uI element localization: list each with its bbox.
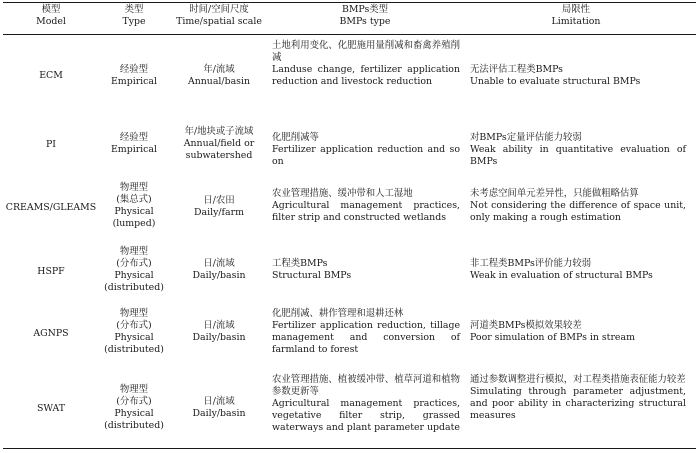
scale-en-1: Annual/field or — [183, 138, 255, 149]
model-cell — [3, 266, 99, 278]
model-cell — [3, 139, 99, 151]
scale-cell — [169, 195, 269, 219]
limitation-en: Poor simulation of BMPs in stream — [470, 332, 635, 343]
type-zh: 物理型 — [119, 182, 149, 193]
bottom-rule — [3, 448, 696, 449]
type-zh: 物理型 — [119, 308, 149, 319]
bmps-en: Structural BMPs — [272, 270, 352, 281]
type-zh: 物理型 — [119, 384, 149, 395]
scale-cell — [169, 126, 269, 162]
bmps-cell — [272, 258, 460, 282]
bmps-en: Agricultural management practices, vegetative filter strip, grassed waterways and plant parameter update — [272, 398, 460, 433]
scale-zh: 年/地块或子流域 — [184, 126, 254, 137]
type-en-sub: (lumped) — [112, 218, 156, 229]
header-model-zh: 模型 — [41, 4, 61, 15]
type-zh-sub: (分布式) — [116, 320, 152, 331]
type-cell — [99, 308, 169, 356]
bmps-zh: 农业管理措施、缓冲带和人工湿地 — [272, 188, 413, 199]
limitation-en: Simulating through parameter adjustment, and poor ability in characterizing structural measures — [470, 386, 686, 421]
header-bmps-type — [270, 4, 460, 28]
model-cell — [3, 328, 99, 340]
type-zh-sub: (分布式) — [116, 396, 152, 407]
bmps-zh: 工程类BMPs — [272, 258, 328, 269]
scale-cell — [169, 396, 269, 420]
bmps-en: Landuse change, fertilizer application reduction and livestock reduction — [272, 64, 460, 87]
bmps-zh: 化肥削减等 — [272, 132, 319, 143]
model-name: HSPF — [37, 266, 65, 277]
header-scale-en: Time/spatial scale — [176, 16, 262, 27]
header-bmps-zh: BMPs类型 — [341, 4, 389, 15]
type-cell — [99, 132, 169, 156]
scale-cell — [169, 320, 269, 344]
type-en: Physical — [114, 332, 154, 343]
type-en-sub: (distributed) — [104, 282, 164, 293]
type-en: Physical — [114, 408, 154, 419]
scale-en: Annual/basin — [187, 76, 251, 87]
header-scale-zh: 时间/空间尺度 — [189, 4, 249, 15]
bmps-en: Fertilizer application reduction, tillage management and conversion of farmland to forest — [272, 320, 460, 355]
model-name: PI — [45, 139, 56, 150]
model-name: CREAMS/GLEAMS — [5, 202, 97, 213]
header-bmps-en: BMPs type — [339, 16, 391, 27]
limitation-zh: 通过参数调整进行模拟，对工程类措施表征能力较差 — [470, 374, 686, 385]
model-name: ECM — [39, 70, 63, 81]
header-model-en: Model — [36, 16, 66, 27]
limitation-zh: 无法评估工程类BMPs — [470, 64, 563, 75]
scale-zh: 日/流域 — [203, 396, 235, 407]
type-zh-sub: (集总式) — [116, 194, 152, 205]
limitation-cell — [470, 188, 686, 224]
type-en: Empirical — [110, 144, 158, 155]
bmps-zh: 化肥削减、耕作管理和退耕还林 — [272, 308, 404, 319]
limitation-en: Weak in evaluation of structural BMPs — [470, 270, 653, 281]
limitation-en: Not considering the difference of space unit, only making a rough estimation — [470, 200, 686, 223]
type-en: Empirical — [110, 76, 158, 87]
scale-zh: 年/流域 — [203, 64, 235, 75]
bmps-cell — [272, 308, 460, 356]
limitation-cell — [470, 374, 686, 422]
limitation-cell — [470, 258, 686, 282]
bmps-cell — [272, 188, 460, 224]
type-en: Physical — [114, 206, 154, 217]
limitation-zh: 对BMPs定量评估能力较弱 — [470, 132, 582, 143]
header-limitation — [468, 4, 684, 28]
type-en-sub: (distributed) — [104, 420, 164, 431]
scale-en: Daily/farm — [194, 207, 244, 218]
type-zh-sub: (分布式) — [116, 258, 152, 269]
model-name: SWAT — [36, 403, 66, 414]
limitation-cell — [470, 64, 686, 88]
type-zh: 经验型 — [119, 64, 149, 75]
scale-cell — [169, 64, 269, 88]
scale-en: Daily/basin — [192, 408, 246, 419]
scale-zh: 日/流域 — [203, 258, 235, 269]
bmps-en: Agricultural management practices, filter strip and constructed wetlands — [272, 200, 460, 223]
bmps-zh: 农业管理措施、植被缓冲带、植草河道和植物参数更新等 — [272, 374, 460, 397]
header-model — [3, 4, 99, 28]
scale-en: Daily/basin — [192, 270, 246, 281]
type-en-sub: (distributed) — [104, 344, 164, 355]
type-zh: 物理型 — [119, 246, 149, 257]
bmps-cell — [272, 40, 460, 88]
bmps-zh: 土地利用变化、化肥施用量削减和畜禽养殖削减 — [272, 40, 460, 63]
bmps-cell — [272, 374, 460, 434]
limitation-cell — [470, 132, 686, 168]
scale-zh: 日/流域 — [203, 320, 235, 331]
type-cell — [99, 64, 169, 88]
type-cell — [99, 384, 169, 432]
model-cell — [3, 403, 99, 415]
bmps-cell — [272, 132, 460, 168]
model-cell — [3, 202, 99, 214]
limitation-en: Unable to evaluate structural BMPs — [470, 76, 641, 87]
header-type — [99, 4, 169, 28]
bmps-en: Fertilizer application reduction and so on — [272, 144, 460, 167]
header-type-en: Type — [122, 16, 146, 27]
limitation-zh: 未考虑空间单元差异性，只能做粗略估算 — [470, 188, 639, 199]
model-cell — [3, 70, 99, 82]
scale-en-2: subwatershed — [185, 150, 253, 161]
scale-zh: 日/农田 — [203, 195, 235, 206]
type-en: Physical — [114, 270, 154, 281]
limitation-zh: 非工程类BMPs评价能力较弱 — [470, 258, 592, 269]
type-cell — [99, 246, 169, 294]
header-scale — [169, 4, 269, 28]
type-zh: 经验型 — [119, 132, 149, 143]
limitation-en: Weak ability in quantitative evaluation of BMPs — [470, 144, 686, 167]
scale-cell — [169, 258, 269, 282]
limitation-zh: 河道类BMPs模拟效果较差 — [470, 320, 582, 331]
header-rule — [3, 34, 696, 35]
header-type-zh: 类型 — [124, 4, 144, 15]
model-name: AGNPS — [33, 328, 69, 339]
limitation-cell — [470, 320, 686, 344]
scale-en: Daily/basin — [192, 332, 246, 343]
header-limitation-en: Limitation — [551, 16, 601, 27]
header-limitation-zh: 局限性 — [561, 4, 591, 15]
type-cell — [99, 182, 169, 230]
